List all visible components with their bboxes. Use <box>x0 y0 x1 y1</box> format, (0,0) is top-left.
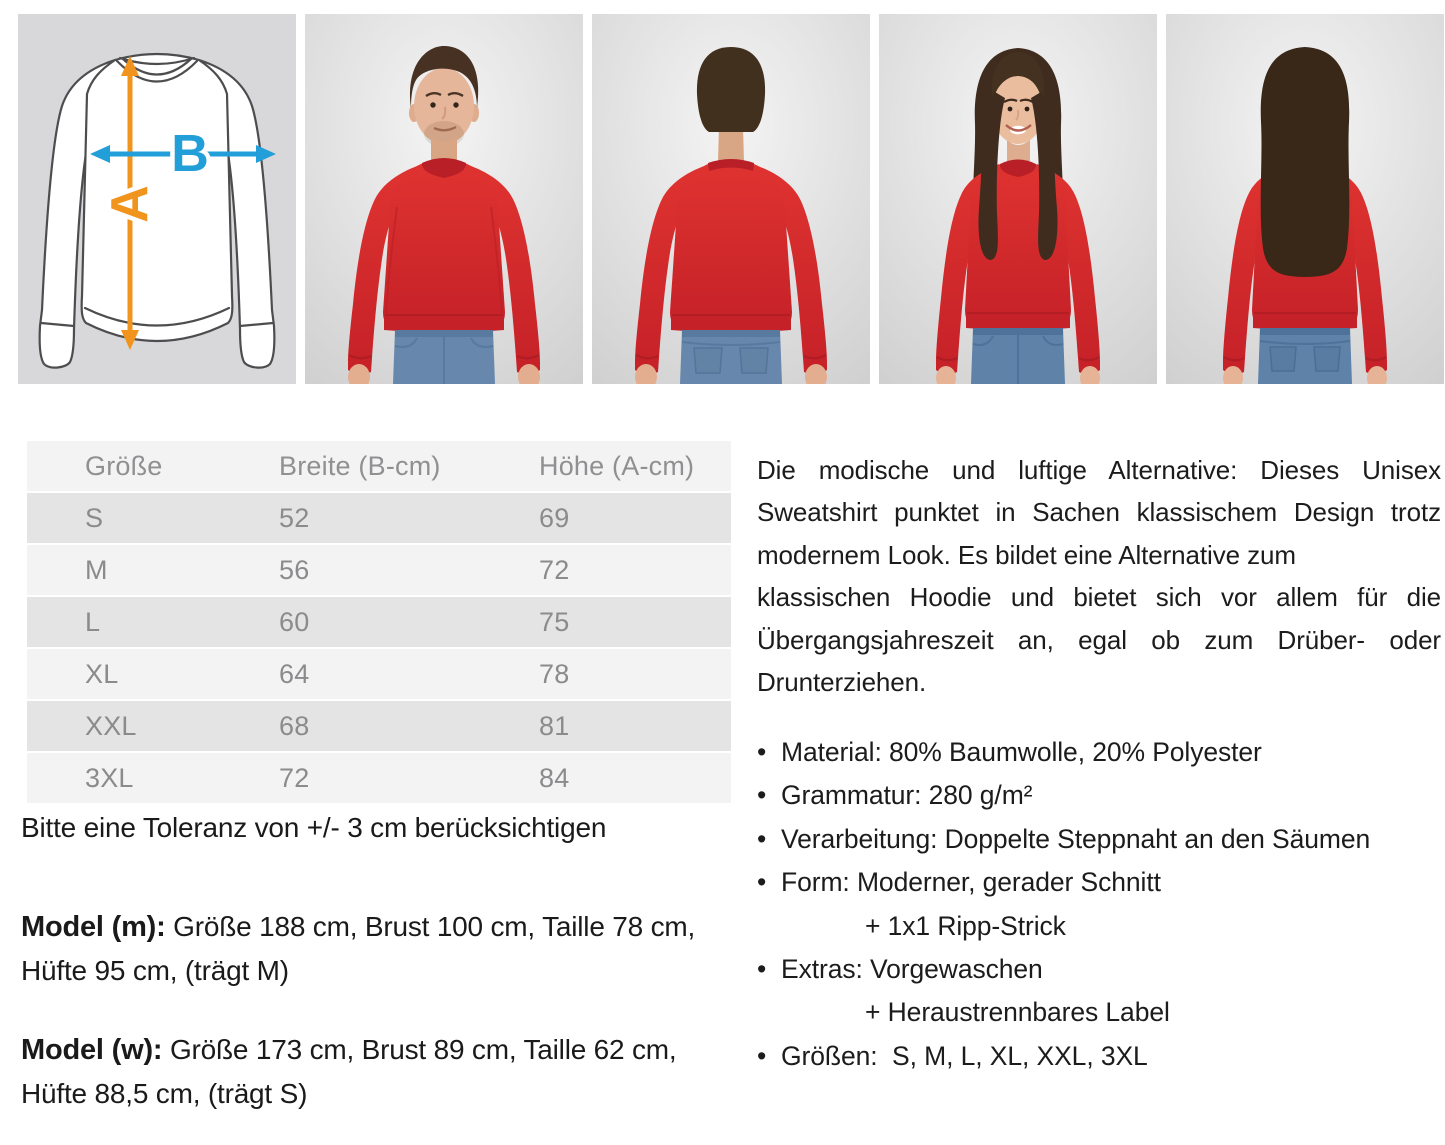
bullet-icon: • <box>757 737 767 767</box>
model-female-label: Model (w): <box>21 1034 163 1066</box>
bullet-icon: • <box>757 867 767 898</box>
col-header-breite: Breite (B-cm) <box>279 450 441 481</box>
description-line: Drunterziehen. <box>757 666 927 697</box>
table-row: S 52 69 <box>27 493 731 545</box>
size-table <box>27 441 731 805</box>
size-table-header-row <box>27 441 731 493</box>
model-female-measurements: Model (w): Größe 173 cm, Brust 89 cm, Taille 62 cm, Hüfte 88,5 cm, (trägt S) <box>21 1034 677 1109</box>
hair <box>697 47 765 132</box>
jeans <box>393 330 495 384</box>
description-line: Die modische und luftige Alternative: Dieses Unisex <box>757 455 1441 485</box>
feature-item: • Form: Moderner, gerader Schnitt <box>757 861 1441 904</box>
feature-item: • Verarbeitung: Doppelte Steppnaht an den Säumen <box>757 818 1441 861</box>
male-back-figure <box>592 14 870 384</box>
col-header-groesse: Größe <box>85 450 163 481</box>
jeans <box>971 328 1065 384</box>
table-row: XXL 68 81 <box>27 701 731 753</box>
description-line: modernem Look. Es bildet eine Alternative zum <box>757 539 1296 570</box>
measure-label-b: B <box>171 125 209 183</box>
col-header-hoehe: Höhe (A-cm) <box>539 450 695 481</box>
bullet-icon: • <box>757 823 767 854</box>
tolerance-note: Bitte eine Toleranz von +/- 3 cm berücksichtigen <box>21 812 607 843</box>
sweatshirt-measurement-diagram <box>18 14 296 384</box>
description-line: Sweatshirt punktet in Sachen klassischem Design trotz <box>757 497 1441 528</box>
model-male-label: Model (m): <box>21 911 166 943</box>
product-image-gallery <box>18 14 1444 384</box>
model-male-measurements: Model (m): Größe 188 cm, Brust 100 cm, Taille 78 cm, Hüfte 95 cm, (trägt M) <box>21 911 696 986</box>
table-row: XL 64 78 <box>27 649 731 701</box>
bullet-icon: • <box>757 954 767 985</box>
jeans <box>680 330 782 384</box>
feature-subitem: + Heraustrennbares Label <box>865 997 1170 1028</box>
feature-item: • Größen: S, M, L, XL, XXL, 3XL <box>757 1035 1441 1078</box>
feature-subitem: + 1x1 Ripp-Strick <box>865 910 1066 941</box>
feature-item: • Grammatur: 280 g/m² <box>757 774 1441 817</box>
feature-item: • Material: 80% Baumwolle, 20% Polyester <box>757 731 1441 774</box>
jeans <box>1258 328 1352 384</box>
feature-item: • Extras: Vorgewaschen <box>757 948 1441 991</box>
photo-female-back <box>1166 14 1444 384</box>
measurement-diagram-panel <box>18 14 296 384</box>
photo-male-front <box>305 14 583 384</box>
female-front-figure <box>879 14 1157 384</box>
hair <box>1261 47 1350 277</box>
bullet-icon: • <box>757 780 767 811</box>
product-feature-list <box>757 731 1441 1078</box>
bullet-icon: • <box>757 1040 767 1071</box>
photo-female-front <box>879 14 1157 384</box>
description-line: klassischen Hoodie und bietet sich vor allem für die <box>757 582 1441 613</box>
table-row: L 60 75 <box>27 597 731 649</box>
table-row: M 56 72 <box>27 545 731 597</box>
table-row: 3XL 72 84 <box>27 753 731 805</box>
female-back-figure <box>1166 14 1444 384</box>
description-line: Übergangsjahreszeit an, egal ob zum Drüber- oder <box>757 624 1441 655</box>
male-front-figure <box>305 14 583 384</box>
photo-male-back <box>592 14 870 384</box>
measure-label-a: A <box>101 185 159 223</box>
product-description <box>757 449 1441 703</box>
